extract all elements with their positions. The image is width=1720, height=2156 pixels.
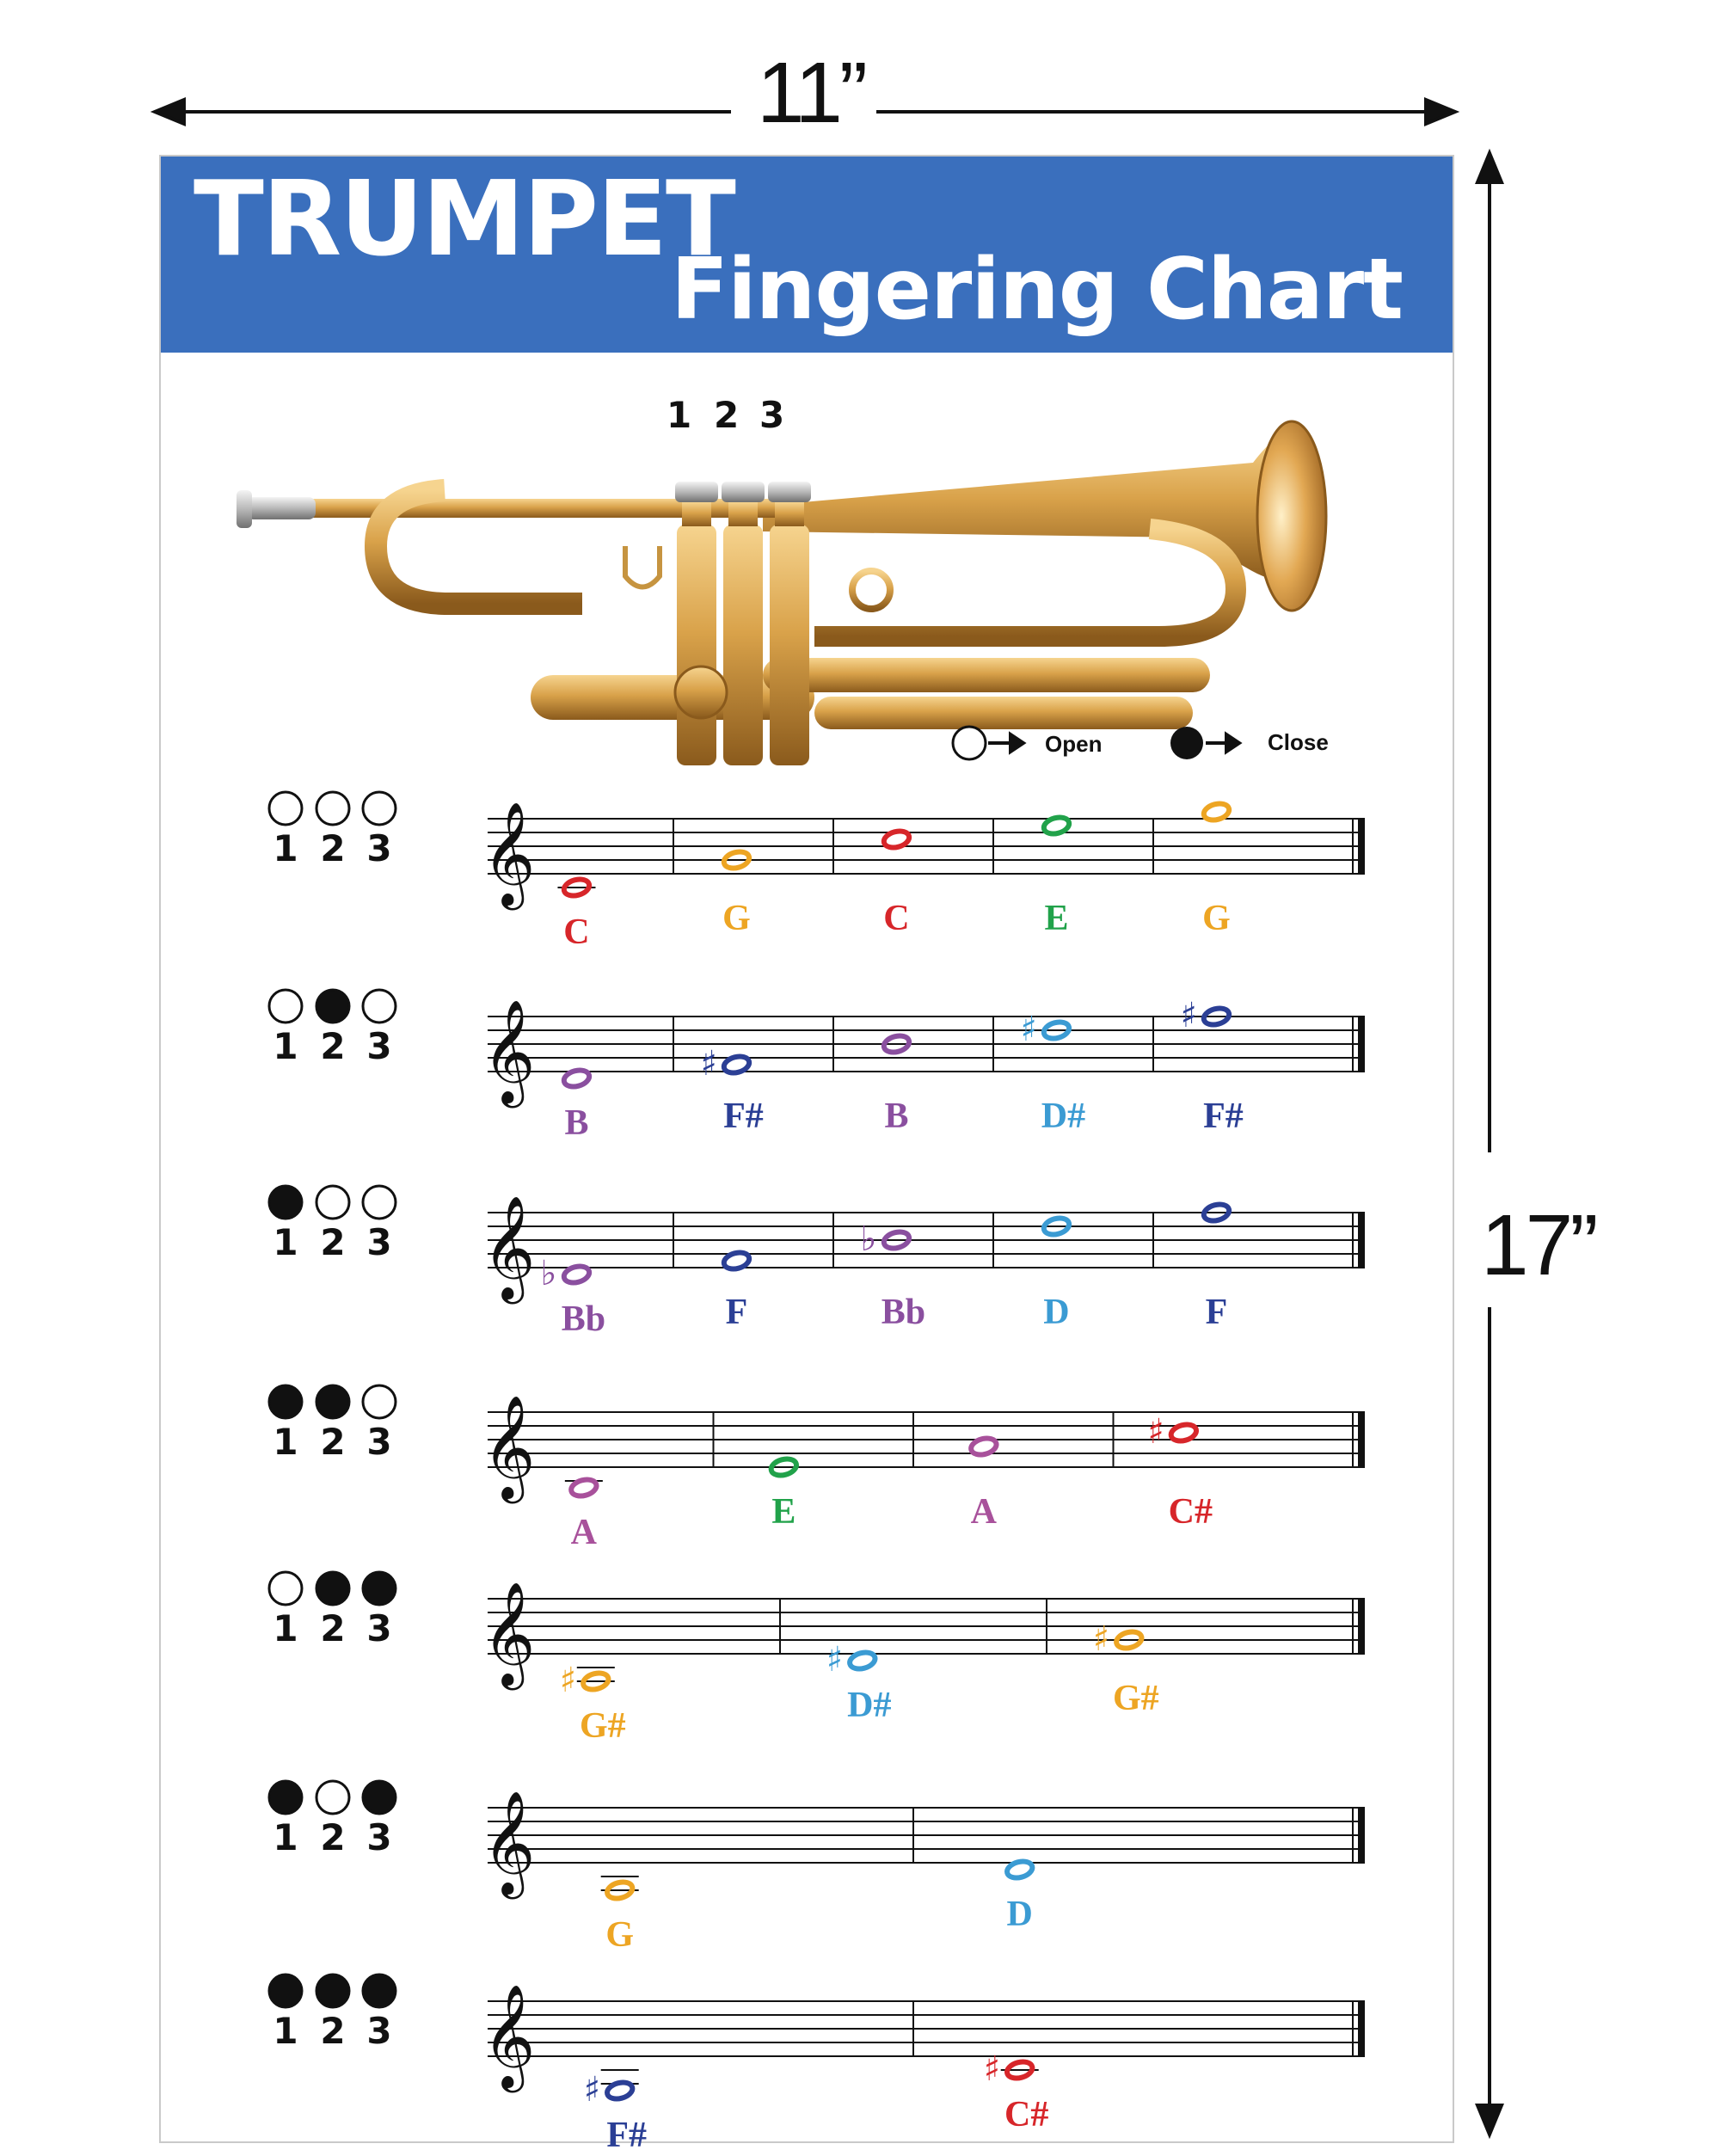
valve-label-2: 2: [714, 394, 740, 436]
accidental-glyph: ♯: [1092, 1619, 1110, 1659]
valve-number: 1: [273, 2010, 298, 2052]
valve-number: 3: [366, 1816, 392, 1858]
note-name-label: A: [970, 1492, 998, 1532]
treble-clef-icon: 𝄞: [482, 1983, 536, 2088]
valve-number: 3: [366, 827, 392, 869]
valve-number: 2: [320, 2010, 346, 2052]
valve-number: 3: [366, 1025, 392, 1067]
note-name-label: Bb: [881, 1293, 926, 1332]
valve-closed-icon: [316, 1975, 349, 2007]
valve-open-icon: [269, 792, 302, 825]
accidental-glyph: ♯: [1147, 1412, 1164, 1452]
note-name-label: F#: [1203, 1096, 1244, 1136]
valve-number: 2: [320, 1025, 346, 1067]
final-barline: [1358, 2001, 1365, 2056]
note-name-label: G: [722, 899, 751, 938]
accidental-glyph: ♯: [700, 1044, 717, 1084]
note-name-label: E: [771, 1492, 796, 1532]
note-name-label: D: [1043, 1293, 1070, 1332]
note-name-label: D#: [847, 1686, 892, 1725]
valve-open-icon: [363, 1186, 396, 1219]
valve-number: 1: [273, 1025, 298, 1067]
legend-open-label: Open: [1045, 731, 1103, 757]
valve-closed-icon: [363, 1572, 396, 1605]
valve-number: 2: [320, 1607, 346, 1649]
accidental-glyph: ♯: [559, 1661, 577, 1700]
valve-number: 2: [320, 1421, 346, 1463]
valve-number: 3: [366, 2010, 392, 2052]
valve-number: 2: [320, 1221, 346, 1263]
valve-closed-icon: [269, 1975, 302, 2007]
valve-closed-icon: [269, 1186, 302, 1219]
treble-clef-icon: 𝄞: [482, 1581, 536, 1686]
note-name-label: F: [725, 1293, 748, 1332]
valve-number: 3: [366, 1607, 392, 1649]
valve-number: 3: [366, 1421, 392, 1463]
note-name-label: G: [1202, 899, 1231, 938]
final-barline: [1358, 1017, 1365, 1072]
treble-clef-icon: 𝄞: [482, 801, 536, 906]
valve-number: 1: [273, 1221, 298, 1263]
accidental-glyph: ♭: [540, 1254, 557, 1293]
valve-closed-icon: [269, 1781, 302, 1814]
note-name-label: E: [1044, 899, 1069, 938]
height-label: 17”: [1476, 1194, 1600, 1297]
note-name-label: C#: [1004, 2095, 1049, 2135]
page-subtitle: Fingering Chart: [671, 241, 1403, 339]
accidental-glyph: ♯: [1180, 996, 1197, 1035]
final-barline: [1358, 1412, 1365, 1467]
valve-label-1: 1: [666, 394, 692, 436]
valve-number: 1: [273, 827, 298, 869]
note-name-label: F#: [723, 1096, 764, 1136]
valve-closed-icon: [363, 1781, 396, 1814]
valve-number: 3: [366, 1221, 392, 1263]
valve-number: 1: [273, 1816, 298, 1858]
final-barline: [1358, 1599, 1365, 1654]
note-name-label: D: [1006, 1895, 1033, 1934]
note-name-label: D#: [1041, 1096, 1086, 1136]
valve-number: 1: [273, 1421, 298, 1463]
treble-clef-icon: 𝄞: [482, 998, 536, 1103]
valve-open-icon: [269, 990, 302, 1023]
accidental-glyph: ♯: [826, 1640, 844, 1680]
valve-number: 2: [320, 827, 346, 869]
valve-closed-icon: [269, 1385, 302, 1418]
accidental-glyph: ♯: [983, 2049, 1001, 2089]
accidental-glyph: ♭: [860, 1219, 877, 1259]
note-name-label: F: [1205, 1293, 1228, 1332]
valve-open-icon: [363, 1385, 396, 1418]
page-title: TRUMPET: [194, 160, 734, 279]
valve-open-icon: [316, 1186, 349, 1219]
note-name-label: G#: [579, 1706, 626, 1746]
note-name-label: G: [605, 1915, 635, 1955]
width-label: 11”: [745, 50, 876, 136]
valve-open-icon: [316, 792, 349, 825]
note-name-label: B: [564, 1103, 589, 1143]
note-name-label: A: [570, 1513, 598, 1552]
final-barline: [1358, 1808, 1365, 1863]
valve-label-3: 3: [759, 394, 785, 436]
fingering-rows: [161, 157, 1456, 2145]
note-name-label: G#: [1112, 1679, 1159, 1718]
accidental-glyph: ♯: [1020, 1010, 1037, 1049]
final-barline: [1358, 1213, 1365, 1268]
valve-open-icon: [316, 1781, 349, 1814]
note-name-label: C: [883, 899, 910, 938]
valve-closed-icon: [316, 990, 349, 1023]
note-name-label: C: [563, 912, 590, 952]
note-name-label: F#: [606, 2116, 648, 2155]
valve-number: 1: [273, 1607, 298, 1649]
note-name-label: Bb: [561, 1299, 606, 1339]
legend-close-label: Close: [1268, 729, 1329, 755]
valve-open-icon: [269, 1572, 302, 1605]
valve-closed-icon: [316, 1572, 349, 1605]
accidental-glyph: ♯: [583, 2070, 601, 2110]
valve-open-icon: [363, 990, 396, 1023]
treble-clef-icon: 𝄞: [482, 1790, 536, 1895]
treble-clef-icon: 𝄞: [482, 1394, 536, 1499]
valve-number: 2: [320, 1816, 346, 1858]
note-name-label: C#: [1168, 1492, 1213, 1532]
note-name-label: B: [884, 1096, 909, 1136]
valve-open-icon: [363, 792, 396, 825]
valve-closed-icon: [316, 1385, 349, 1418]
final-barline: [1358, 819, 1365, 874]
fingering-chart-poster: [159, 155, 1454, 2155]
treble-clef-icon: 𝄞: [482, 1195, 536, 1299]
valve-closed-icon: [363, 1975, 396, 2007]
